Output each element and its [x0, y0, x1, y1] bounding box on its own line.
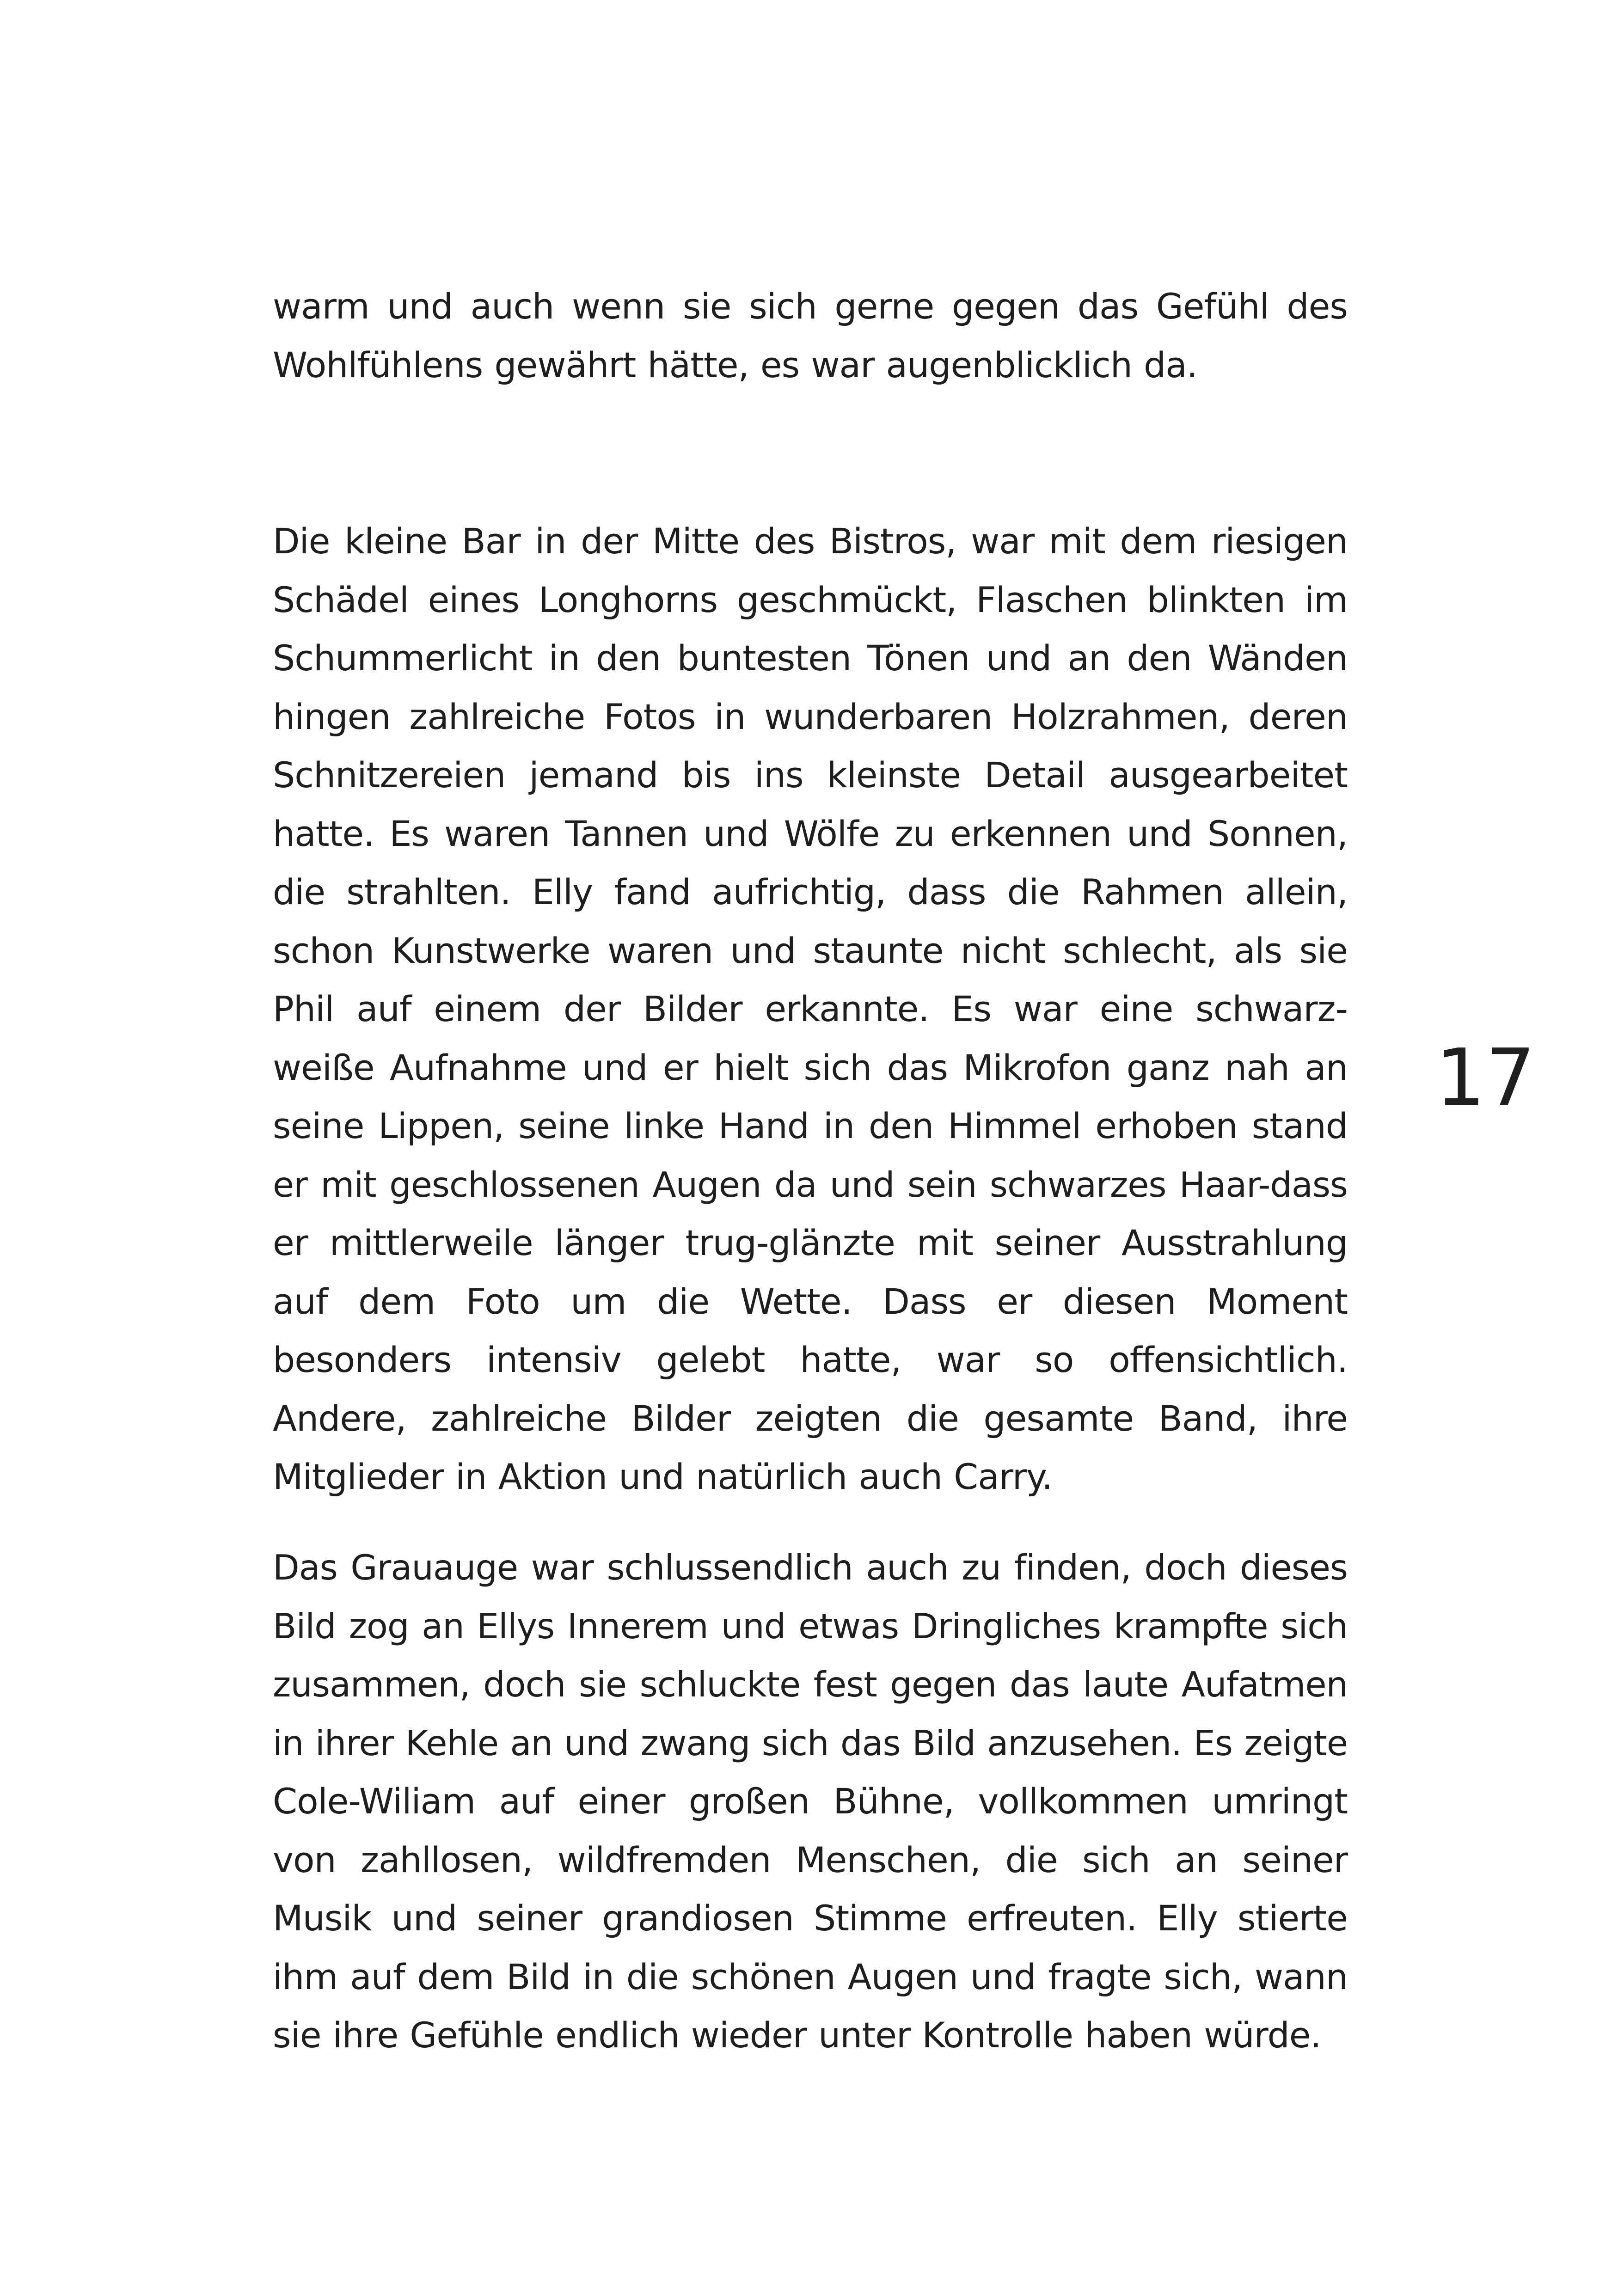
text-line: in ihrer Kehle an und zwang sich das Bild anzusehen. Es zeigte [273, 1722, 1348, 1763]
text-line: hingen zahlreiche Fotos in wunderbaren Holzrahmen, deren [273, 696, 1348, 737]
page-number: 17 [1435, 1032, 1536, 1124]
text-line: besonders intensiv gelebt hatte, war so offensichtlich. [273, 1339, 1348, 1380]
text-line: Schädel eines Longhorns geschmückt, Flaschen blinkten im [273, 579, 1348, 620]
paragraph [273, 277, 1348, 394]
text-line: Bild zog an Ellys Innerem und etwas Dringliches krampfte sich [273, 1605, 1348, 1647]
text-line: Die kleine Bar in der Mitte des Bistros, war mit dem riesigen [273, 520, 1348, 562]
text-line: Cole-Wiliam auf einer großen Bühne, vollkommen umringt [273, 1781, 1348, 1822]
text-line: Phil auf einem der Bilder erkannte. Es war eine schwarz- [273, 988, 1348, 1029]
paragraph [273, 1538, 1348, 2065]
text-line: auf dem Foto um die Wette. Dass er diesen Moment [273, 1280, 1348, 1322]
text-line: weiße Aufnahme und er hielt sich das Mikrofon ganz nah an [273, 1047, 1348, 1088]
text-line: Das Grauauge war schlussendlich auch zu finden, doch dieses [273, 1547, 1348, 1588]
text-line: er mittlerweile länger trug-glänzte mit seiner Ausstrahlung [273, 1222, 1348, 1263]
text-line: hatte. Es waren Tannen und Wölfe zu erkennen und Sonnen, [273, 813, 1348, 854]
text-line: schon Kunstwerke waren und staunte nicht schlecht, als sie [273, 930, 1348, 971]
text-line: Schnitzereien jemand bis ins kleinste Detail ausgearbeitet [273, 754, 1348, 796]
text-line: zusammen, doch sie schluckte fest gegen das laute Aufatmen [273, 1664, 1348, 1705]
text-line: er mit geschlossenen Augen da und sein schwarzes Haar-dass [273, 1164, 1348, 1205]
text-line: Schummerlicht in den buntesten Tönen und an den Wänden [273, 637, 1348, 679]
text-line: von zahllosen, wildfremden Menschen, die sich an seiner [273, 1839, 1348, 1880]
text-line: die strahlten. Elly fand aufrichtig, dass die Rahmen allein, [273, 871, 1348, 912]
text-line: Wohlfühlens gewährt hätte, es war augenblicklich da. [273, 344, 1198, 386]
text-line: warm und auch wenn sie sich gerne gegen das Gefühl des [273, 286, 1348, 327]
text-line: ihm auf dem Bild in die schönen Augen und fragte sich, wann [273, 1956, 1348, 1997]
paragraph [273, 512, 1348, 1506]
text-line: sie ihre Gefühle endlich wieder unter Kontrolle haben würde. [273, 2014, 1321, 2056]
text-line: Musik und seiner grandiosen Stimme erfreuten. Elly stierte [273, 1898, 1348, 1939]
text-line: Mitglieder in Aktion und natürlich auch Carry. [273, 1456, 1053, 1497]
text-line: seine Lippen, seine linke Hand in den Himmel erhoben stand [273, 1105, 1348, 1146]
text-line: Andere, zahlreiche Bilder zeigten die gesamte Band, ihre [273, 1397, 1348, 1439]
